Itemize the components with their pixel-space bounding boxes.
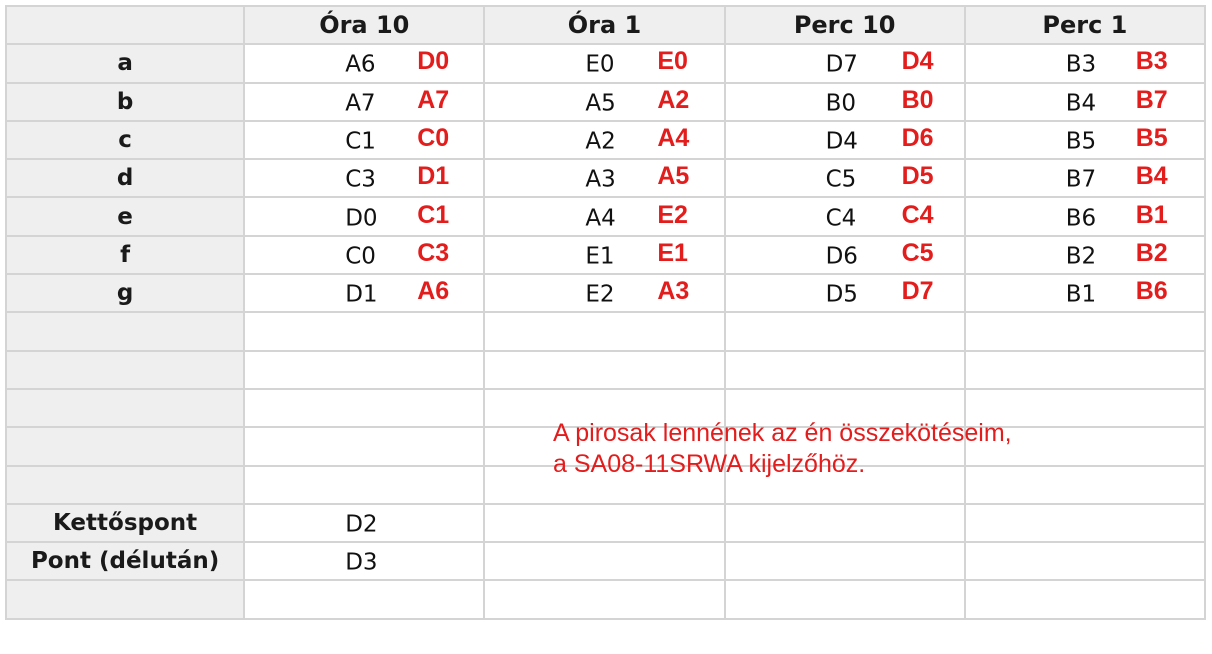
segment-label[interactable]: a	[6, 44, 244, 82]
ora-1-cell[interactable]	[484, 44, 724, 82]
ora-1-cell[interactable]	[484, 274, 724, 312]
table-cell[interactable]	[725, 504, 965, 542]
ora-10-cell[interactable]	[244, 121, 484, 159]
original-pin: E1	[585, 243, 615, 270]
my-connection-pin: A7	[417, 85, 450, 114]
original-pin: E2	[585, 281, 615, 308]
original-pin: D4	[825, 128, 858, 155]
original-pin: C3	[345, 166, 376, 193]
my-connection-pin: C3	[417, 238, 450, 267]
original-pin: B4	[1065, 90, 1097, 117]
my-connection-pin: E0	[657, 47, 688, 76]
my-connection-pin: B4	[1135, 162, 1168, 191]
my-connection-pin: B6	[1135, 277, 1168, 306]
pont-delutan-pin: D3	[345, 549, 378, 576]
ora-10-cell[interactable]	[244, 44, 484, 82]
segment-row	[6, 83, 1205, 121]
my-connection-pin: D5	[901, 162, 934, 191]
ora-10-cell[interactable]	[244, 274, 484, 312]
kettospont-pin-cell[interactable]	[244, 504, 484, 542]
my-connection-pin: D6	[901, 124, 934, 153]
ora-1-cell[interactable]	[484, 83, 724, 121]
original-pin: D1	[345, 281, 378, 308]
perc-10-cell[interactable]	[725, 159, 965, 197]
header-perc-1[interactable]: Perc 1	[965, 6, 1205, 44]
segment-row	[6, 236, 1205, 274]
row-label-cell[interactable]	[6, 580, 244, 618]
original-pin: D7	[825, 51, 858, 78]
segment-row	[6, 274, 1205, 312]
perc-10-cell[interactable]	[725, 197, 965, 235]
my-connection-pin: A2	[657, 85, 690, 114]
table-cell[interactable]	[244, 427, 484, 465]
original-pin: A6	[345, 51, 376, 78]
ora-10-cell[interactable]	[244, 159, 484, 197]
table-cell[interactable]	[725, 351, 965, 389]
table-cell[interactable]	[965, 504, 1205, 542]
my-connection-pin: A5	[657, 162, 690, 191]
segment-label[interactable]: d	[6, 159, 244, 197]
segment-label[interactable]: b	[6, 83, 244, 121]
original-pin: D0	[345, 204, 378, 231]
row-label-cell[interactable]	[6, 351, 244, 389]
segment-row	[6, 197, 1205, 235]
table-cell[interactable]	[965, 580, 1205, 618]
original-pin: B2	[1065, 243, 1097, 270]
perc-10-cell[interactable]	[725, 236, 965, 274]
original-pin: A5	[585, 90, 616, 117]
original-pin: C5	[825, 166, 857, 193]
pont-delutan-pin-cell[interactable]	[244, 542, 484, 580]
table-cell[interactable]	[965, 542, 1205, 580]
pont-delutan-row	[6, 542, 1205, 580]
original-pin: A3	[585, 166, 616, 193]
perc-1-cell[interactable]	[965, 274, 1205, 312]
original-pin: E0	[585, 51, 615, 78]
header-ora-1[interactable]: Óra 1	[484, 6, 724, 44]
table-cell[interactable]	[965, 351, 1205, 389]
segment-row	[6, 44, 1205, 82]
my-connection-pin: B0	[901, 85, 934, 114]
original-pin: B0	[825, 90, 856, 117]
original-pin: B6	[1065, 204, 1097, 231]
original-pin: A2	[585, 128, 616, 155]
my-connection-pin: B3	[1135, 47, 1168, 76]
perc-10-cell[interactable]	[725, 274, 965, 312]
empty-row	[6, 312, 1205, 350]
my-connection-pin: D4	[901, 47, 934, 76]
ora-10-cell[interactable]	[244, 83, 484, 121]
table-cell[interactable]	[244, 466, 484, 504]
my-connection-pin: A3	[657, 277, 690, 306]
original-pin: D6	[825, 243, 858, 270]
perc-10-cell[interactable]	[725, 83, 965, 121]
pont-delutan-label[interactable]: Pont (délután)	[6, 542, 244, 580]
my-connection-pin: A6	[417, 277, 450, 306]
table-cell[interactable]	[244, 580, 484, 618]
perc-1-cell[interactable]	[965, 121, 1205, 159]
my-connection-pin: B7	[1135, 85, 1168, 114]
note-line-2: a SA08-11SRWA kijelzőhöz.	[553, 450, 866, 478]
table-cell[interactable]	[244, 351, 484, 389]
my-connection-pin: B5	[1135, 124, 1168, 153]
kettospont-label[interactable]: Kettőspont	[6, 504, 244, 542]
header-perc-10[interactable]: Perc 10	[725, 6, 965, 44]
my-connection-pin: B1	[1135, 200, 1168, 229]
original-pin: D5	[825, 281, 858, 308]
row-label-cell[interactable]	[6, 389, 244, 427]
segment-row	[6, 159, 1205, 197]
my-connection-pin: D1	[417, 162, 450, 191]
my-connection-pin: C1	[417, 200, 450, 229]
row-label-cell[interactable]	[6, 312, 244, 350]
my-connection-pin: D0	[417, 47, 450, 76]
header-ora-10[interactable]: Óra 10	[244, 6, 484, 44]
original-pin: C1	[345, 128, 376, 155]
perc-1-cell[interactable]	[965, 236, 1205, 274]
original-pin: B7	[1065, 166, 1097, 193]
table-cell[interactable]	[725, 542, 965, 580]
table-cell[interactable]	[965, 312, 1205, 350]
my-connection-pin: C4	[901, 200, 934, 229]
table-cell[interactable]	[484, 312, 724, 350]
my-connection-pin: C0	[417, 124, 450, 153]
table-cell[interactable]	[725, 312, 965, 350]
ora-1-cell[interactable]	[484, 236, 724, 274]
perc-1-cell[interactable]	[965, 197, 1205, 235]
note-line-1: A pirosak lennének az én összekötéseim,	[553, 419, 1012, 447]
original-pin: B1	[1065, 281, 1097, 308]
table-cell[interactable]	[484, 542, 724, 580]
original-pin: B3	[1065, 51, 1097, 78]
my-connection-pin: E2	[657, 200, 688, 229]
row-label-cell[interactable]	[6, 427, 244, 465]
ora-1-cell[interactable]	[484, 197, 724, 235]
table-cell[interactable]	[244, 389, 484, 427]
perc-10-cell[interactable]	[725, 44, 965, 82]
ora-10-cell[interactable]	[244, 236, 484, 274]
perc-1-cell[interactable]	[965, 83, 1205, 121]
pin-mapping-table	[5, 5, 1206, 620]
empty-row	[6, 351, 1205, 389]
my-connection-pin: B2	[1135, 238, 1168, 267]
header-corner-cell[interactable]	[6, 6, 244, 44]
table-cell[interactable]	[484, 351, 724, 389]
ora-10-cell[interactable]	[244, 197, 484, 235]
segment-row	[6, 121, 1205, 159]
segment-label[interactable]: g	[6, 274, 244, 312]
kettospont-row	[6, 504, 1205, 542]
table-cell[interactable]	[484, 504, 724, 542]
table-cell[interactable]	[484, 580, 724, 618]
original-pin: A7	[345, 90, 376, 117]
empty-row	[6, 580, 1205, 618]
my-connection-pin: C5	[901, 238, 934, 267]
my-connection-pin: A4	[657, 124, 690, 153]
row-label-cell[interactable]	[6, 466, 244, 504]
perc-1-cell[interactable]	[965, 159, 1205, 197]
original-pin: C0	[345, 243, 376, 270]
segment-label[interactable]: f	[6, 236, 244, 274]
table-cell[interactable]	[725, 580, 965, 618]
ora-1-cell[interactable]	[484, 159, 724, 197]
original-pin: A4	[585, 204, 616, 231]
table-cell[interactable]	[244, 312, 484, 350]
perc-1-cell[interactable]	[965, 44, 1205, 82]
my-connection-pin: D7	[901, 277, 934, 306]
header-row	[6, 6, 1205, 44]
kettospont-pin: D2	[345, 511, 378, 538]
segment-label[interactable]: c	[6, 121, 244, 159]
ora-1-cell[interactable]	[484, 121, 724, 159]
my-connection-pin: E1	[657, 238, 688, 267]
original-pin: B5	[1065, 128, 1097, 155]
segment-label[interactable]: e	[6, 197, 244, 235]
original-pin: C4	[825, 204, 857, 231]
red-annotation-note	[553, 418, 1012, 480]
perc-10-cell[interactable]	[725, 121, 965, 159]
